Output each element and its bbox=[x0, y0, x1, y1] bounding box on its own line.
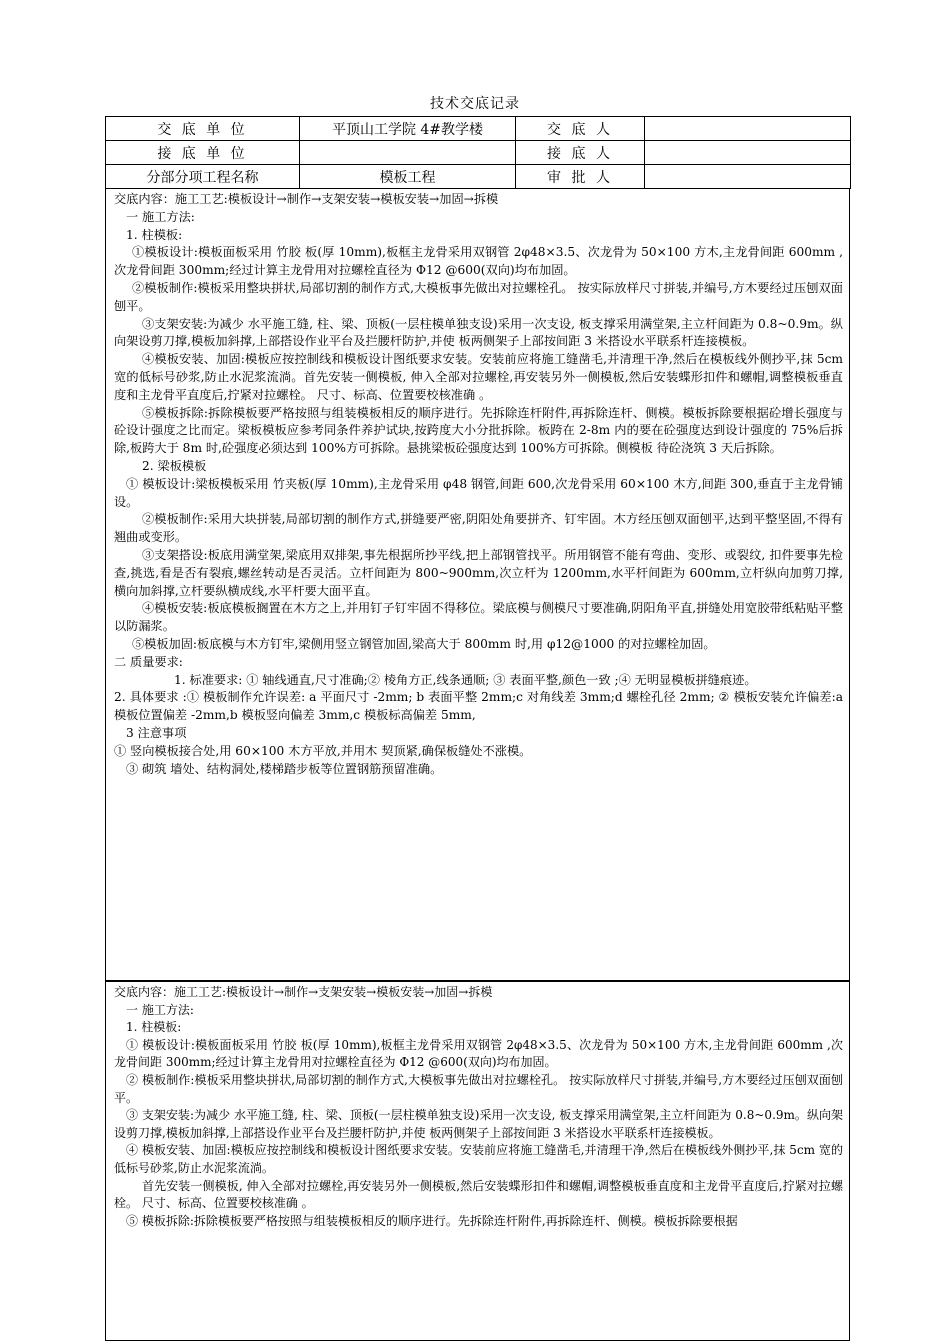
content-subheading: 2. 梁板模板 bbox=[142, 458, 207, 473]
content-paragraph: ③支架安装:为减少 水平施工缝, 柱、梁、顶板(一层柱模单独支设)采用一次支设, 板支撑采用满堂架,主立杆间距为 0.8~0.9m。纵向架设剪刀撑,模板加斜撑,上部搭设作业平台及拦腰杆防护,并使 板两侧架子上部按间距 3 米搭设水平联系杆连接模板。 bbox=[114, 316, 843, 349]
content-paragraph: ① 模板设计:梁板模板采用 竹夹板(厚 10mm),主龙骨采用 φ48 钢管,间距 600,次龙骨采用 60×100 木方,间距 300,垂直于主龙骨铺设。 bbox=[114, 476, 843, 509]
content-paragraph: ① 竖向模板接合处,用 60×100 木方平放,并用木 契顶紧,确保板缝处不涨模。 bbox=[114, 743, 532, 758]
label-receiving-unit: 接 底 单 位 bbox=[106, 141, 300, 165]
value-receiving-unit bbox=[300, 141, 516, 165]
value-discloser bbox=[645, 117, 851, 141]
content-paragraph: ④模板安装、加固:模板应按控制线和模板设计图纸要求安装。安装前应将施工缝凿毛,并清理干净,然后在模板线外侧抄平,抹 5cm 宽的低标号砂浆,防止水泥浆流淌。首先安装一侧模板, 伸入全部对拉螺栓,再安装另外一侧模板,然后安装蝶形扣件和螺帽,调整模板垂直度和主龙骨平直度后,拧紧对拉螺栓。 尺寸、标高、位置要校核准确 。 bbox=[114, 352, 843, 402]
content-subheading: 3 注意事项 bbox=[126, 725, 187, 740]
disclosure-content-box-continued bbox=[105, 981, 850, 1341]
value-approver bbox=[645, 165, 851, 189]
content-paragraph: ④模板安装:板底模板搁置在木方之上,并用钉子钉牢固不得移位。梁底模与侧模尺寸要准确,阴阳角平直,拼缝处用宽胶带纸粘贴平整以防漏浆。 bbox=[114, 601, 843, 634]
content-paragraph: 2. 具体要求 :① 模板制作允许误差: a 平面尺寸 -2mm; b 表面平整 2mm;c 对角线差 3mm;d 螺栓孔径 2mm; ② 模板安装允许偏差:a 模板位置偏差 -2mm,b 模板竖向偏差 3mm,c 模板标高偏差 5mm, bbox=[114, 690, 843, 723]
content-paragraph: 1. 标准要求: ① 轴线通直,尺寸准确;② 棱角方正,线条通顺; ③ 表面平整,颜色一致 ;④ 无明显模板拼缝痕迹。 bbox=[174, 672, 757, 687]
header-table bbox=[105, 116, 851, 189]
content-paragraph: ⑤ 模板拆除:拆除模板要严格按照与组装模板相反的顺序进行。先拆除连杆附件,再拆除连杆、侧模。模板拆除要根据 bbox=[126, 1213, 738, 1228]
value-project-name: 模板工程 bbox=[300, 165, 516, 189]
value-receiver bbox=[645, 141, 851, 165]
header-row-disclosing-unit bbox=[106, 117, 851, 141]
content-paragraph: ⑤模板拆除:拆除模板要严格按照与组装模板相反的顺序进行。先拆除连杆附件,再拆除连杆、侧模。模板拆除要根据砼增长强度与砼设计强度之比而定。梁板模板应参考同条件养护试块,按跨度大小分批拆除。板跨在 2-8m 内的要在砼强度达到设计强度的 75%后拆除,板跨大于 8m 时,砼强度必须达到 100%方可拆除。悬挑梁板砼强度达到 100%方可拆除。侧模板 待砼浇筑 3 天后拆除。 bbox=[114, 405, 843, 456]
disclosure-record-form bbox=[105, 116, 850, 1341]
content-paragraph: ②模板制作:采用大块拼装,局部切割的制作方式,拼缝要严密,阴阳处角要拼齐、钉牢固。木方经压刨双面刨平,达到平整坚固,不得有翘曲或变形。 bbox=[114, 512, 843, 545]
content-paragraph: ⑤模板加固:板底模与木方钉牢,梁侧用竖立钢管加固,梁高大于 800mm 时,用 φ12@1000 的对拉螺栓加固。 bbox=[132, 636, 716, 651]
content-paragraph: 首先安装一侧模板, 伸入全部对拉螺栓,再安装另外一侧模板,然后安装蝶形扣件和螺帽,调整模板垂直度和主龙骨平直度后,拧紧对拉螺栓。 尺寸、标高、位置要校核准确 。 bbox=[114, 1178, 843, 1211]
header-row-project-name bbox=[106, 165, 851, 189]
content-line: 交底内容：施工工艺:模板设计→制作→支架安装→模板安装→加固→拆模 bbox=[114, 192, 499, 206]
content-subheading: 1. 柱模板: bbox=[126, 1020, 182, 1035]
content-line: 交底内容：施工工艺:模板设计→制作→支架安装→模板安装→加固→拆模 bbox=[114, 985, 493, 999]
value-disclosing-unit: 平顶山工学院 4#教学楼 bbox=[300, 117, 516, 141]
content-subheading: 1. 柱模板: bbox=[126, 227, 183, 242]
content-heading: 一 施工方法: bbox=[126, 209, 195, 224]
content-paragraph: ② 模板制作:模板采用整块拼状,局部切割的制作方式,大模板事先做出对拉螺栓孔。 按实际放样尺寸拼装,并编号,方木要经过压刨双面刨平。 bbox=[114, 1072, 843, 1105]
content-paragraph: ③ 砌筑 墙处、结构洞处,楼梯踏步板等位置钢筋预留准确。 bbox=[126, 761, 443, 776]
label-discloser: 交 底 人 bbox=[516, 117, 645, 141]
disclosure-content-box bbox=[105, 189, 850, 981]
content-paragraph: ① 模板设计:模板面板采用 竹胶 板(厚 10mm),板框主龙骨采用双钢管 2φ48×3.5、次龙骨为 50×100 方木,主龙骨间距 600mm ,次龙骨间距 300mm;经过计算主龙骨用对拉螺栓直径为 Φ12 @600(双向)均布加固。 bbox=[114, 1037, 843, 1070]
content-heading: 二 质量要求: bbox=[114, 654, 183, 669]
content-paragraph: ①模板设计:模板面板采用 竹胶 板(厚 10mm),板框主龙骨采用双钢管 2φ48×3.5、次龙骨为 50×100 方木,主龙骨间距 600mm ,次龙骨间距 300mm;经过计算主龙骨用对拉螺栓直径为 Φ12 @600(双向)均布加固。 bbox=[114, 245, 843, 278]
disclosure-content-continued bbox=[106, 982, 849, 1230]
disclosure-content bbox=[106, 189, 849, 778]
label-receiver: 接 底 人 bbox=[516, 141, 645, 165]
content-paragraph: ③ 支架安装:为减少 水平施工缝, 柱、梁、顶板(一层柱模单独支设)采用一次支设, 板支撑采用满堂架,主立杆间距为 0.8~0.9m。纵向架设剪刀撑,模板加斜撑,上部搭设作业平台及拦腰杆防护,并使 板两侧架子上部按间距 3 米搭设水平联系杆连接模板。 bbox=[114, 1108, 843, 1140]
header-row-receiving-unit bbox=[106, 141, 851, 165]
content-paragraph: ②模板制作:模板采用整块拼状,局部切割的制作方式,大模板事先做出对拉螺栓孔。 按实际放样尺寸拼装,并编号,方木要经过压刨双面刨平。 bbox=[114, 280, 843, 313]
document-title: 技术交底记录 bbox=[430, 96, 520, 112]
label-disclosing-unit: 交 底 单 位 bbox=[106, 117, 300, 141]
content-paragraph: ④ 模板安装、加固:模板应按控制线和模板设计图纸要求安装。安装前应将施工缝凿毛,并清理干净,然后在模板线外侧抄平,抹 5cm 宽的低标号砂浆,防止水泥浆流淌。 bbox=[114, 1143, 843, 1175]
content-paragraph: ③支架搭设:板底用满堂架,梁底用双排架,事先根据所抄平线,把上部钢管找平。所用钢管不能有弯曲、变形、或裂纹, 扣件要事先检查,挑选,看是否有裂痕,螺丝转动是否灵活。立杆间距为 800~900mm,次立杆为 1200mm,水平杆间距为 600mm,立杆纵向加剪刀撑,横向加斜撑,立杆要纵横成线,水平杆要大面平直。 bbox=[114, 547, 843, 598]
label-approver: 审 批 人 bbox=[516, 165, 645, 189]
content-heading: 一 施工方法: bbox=[126, 1002, 194, 1017]
label-project-name: 分部分项工程名称 bbox=[106, 165, 300, 189]
